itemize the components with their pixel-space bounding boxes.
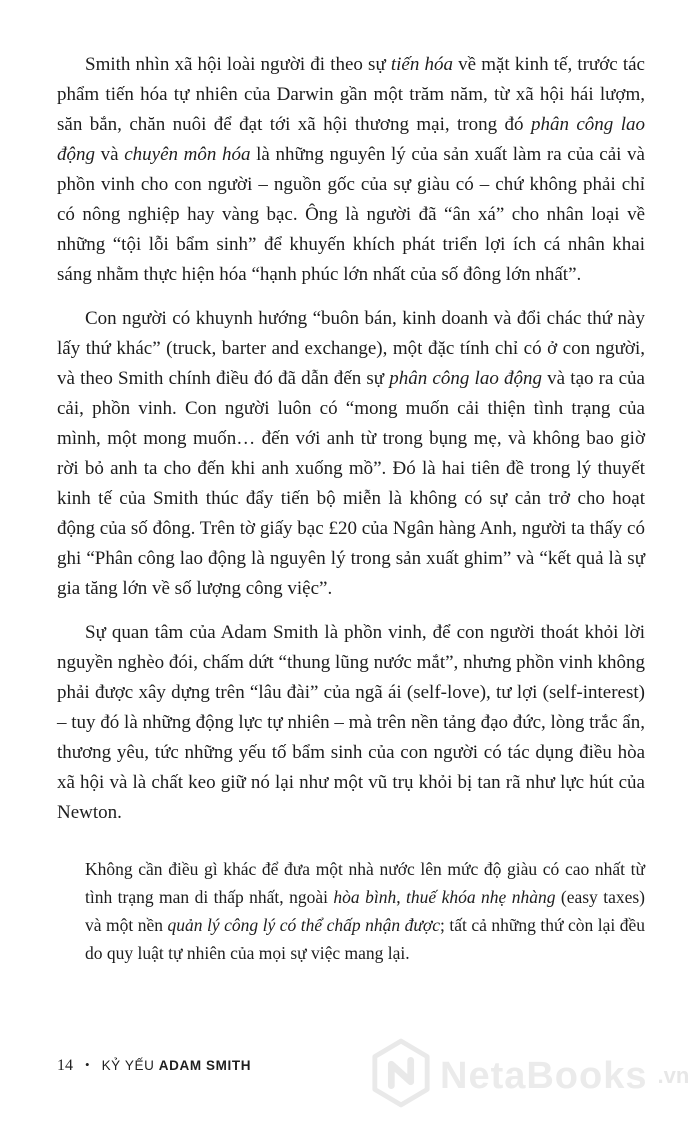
series-title: ADAM SMITH xyxy=(158,1058,252,1073)
italic-text-run: phân công lao động xyxy=(57,114,645,165)
text-run: Sự quan tâm của Adam Smith là phồn vinh, để con người thoát khỏi lời nguyền nghèo đói, chấm dứt “thung lũng nước mắt”, nhưng phồn vinh không phải được xây dựng trên “lâu đài” của ngã ái (self-love), tư lợi (self-interest) – tuy đó là những động lực tự nhiên – mà trên nền tảng đạo đức, lòng trắc ẩn, thương yêu, tức những yếu tố bẩm sinh của con người có tác dụng điều hòa xã hội và là chất keo giữ nó lại như một vũ trụ khỏi bị tan rã như lực hút của Newton. xyxy=(57,622,645,823)
text-run: về mặt kinh tế, trước tác phẩm tiến hóa tự nhiên của Darwin gần một trăm năm, từ xã hội hái lượm, săn bắn, chăn nuôi để đạt tới xã hội thương mại, trong đó xyxy=(57,54,645,135)
body-paragraph xyxy=(57,50,645,290)
running-title xyxy=(102,1058,251,1073)
text-run: ; tất cả những thứ còn lại đều do quy luật tự nhiên của mọi sự việc mang lại. xyxy=(85,915,646,963)
text-run: (easy taxes) và một nền xyxy=(85,887,646,935)
italic-text-run: thuế khóa nhẹ nhàng xyxy=(406,887,556,907)
page-footer xyxy=(57,1057,251,1075)
watermark-brand: NetaBooks xyxy=(440,1054,648,1097)
netabooks-hexagon-n-icon xyxy=(370,1038,432,1113)
text-run: và xyxy=(95,144,125,165)
italic-text-run: chuyên môn hóa xyxy=(124,144,251,165)
text-run: là những nguyên lý của sản xuất làm ra của cải và phồn vinh cho con người – nguồn gốc của sự giàu có – chứ không phải chỉ có nông nghiệp hay vàng bạc. Ông là người đã “ân xá” cho nhân loại về những “tội lỗi bẩm sinh” để khuyến khích phát triển lợi ích cá nhân khai sáng nhằm thực hiện hóa “hạnh phúc lớn nhất của số đông lớn nhất”. xyxy=(57,144,645,285)
italic-text-run: phân công lao động xyxy=(389,368,542,389)
text-run: Con người có khuynh hướng “buôn bán, kinh doanh và đổi chác thứ này lấy thứ khác” (truck, barter and exchange), một đặc tính chỉ có ở con người, và theo Smith chính điều đó đã dẫn đến sự xyxy=(57,308,645,389)
series-label: KỶ YẾU xyxy=(101,1058,155,1073)
italic-text-run: quản lý công lý có thể chấp nhận được xyxy=(167,915,441,935)
text-run: , xyxy=(396,887,407,907)
body-paragraph xyxy=(57,618,645,828)
text-block xyxy=(57,50,645,967)
text-run: và tạo ra của cải, phồn vinh. Con người luôn có “mong muốn cải thiện tình trạng của mình, một mong muốn… đến với anh từ trong bụng mẹ, và không bao giờ rời bỏ anh ta cho đến khi anh xuống mồ”. Đó là hai tiên đề trong lý thuyết kinh tế của Smith thúc đẩy tiến bộ miễn là không có sự cản trở cho hoạt động của số đông. Trên tờ giấy bạc £20 của Ngân hàng Anh, người ta thấy có ghi “Phân công lao động là nguyên lý trong sản xuất ghim” và “kết quả là sự gia tăng lớn về số lượng công việc”. xyxy=(57,368,645,599)
italic-text-run: tiến hóa xyxy=(390,54,453,75)
block-quote xyxy=(85,855,645,967)
page-number: 14 xyxy=(57,1057,73,1074)
watermark-tld: .vn xyxy=(657,1062,690,1088)
body-paragraph xyxy=(57,304,645,604)
footer-bullet-icon: • xyxy=(85,1057,90,1072)
watermark xyxy=(370,1038,689,1113)
text-run: Không cần điều gì khác để đưa một nhà nước lên mức độ giàu có cao nhất từ tình trạng man di thấp nhất, ngoài xyxy=(85,859,645,907)
italic-text-run: hòa bình xyxy=(333,887,397,907)
text-run: Smith nhìn xã hội loài người đi theo sự xyxy=(85,54,391,75)
